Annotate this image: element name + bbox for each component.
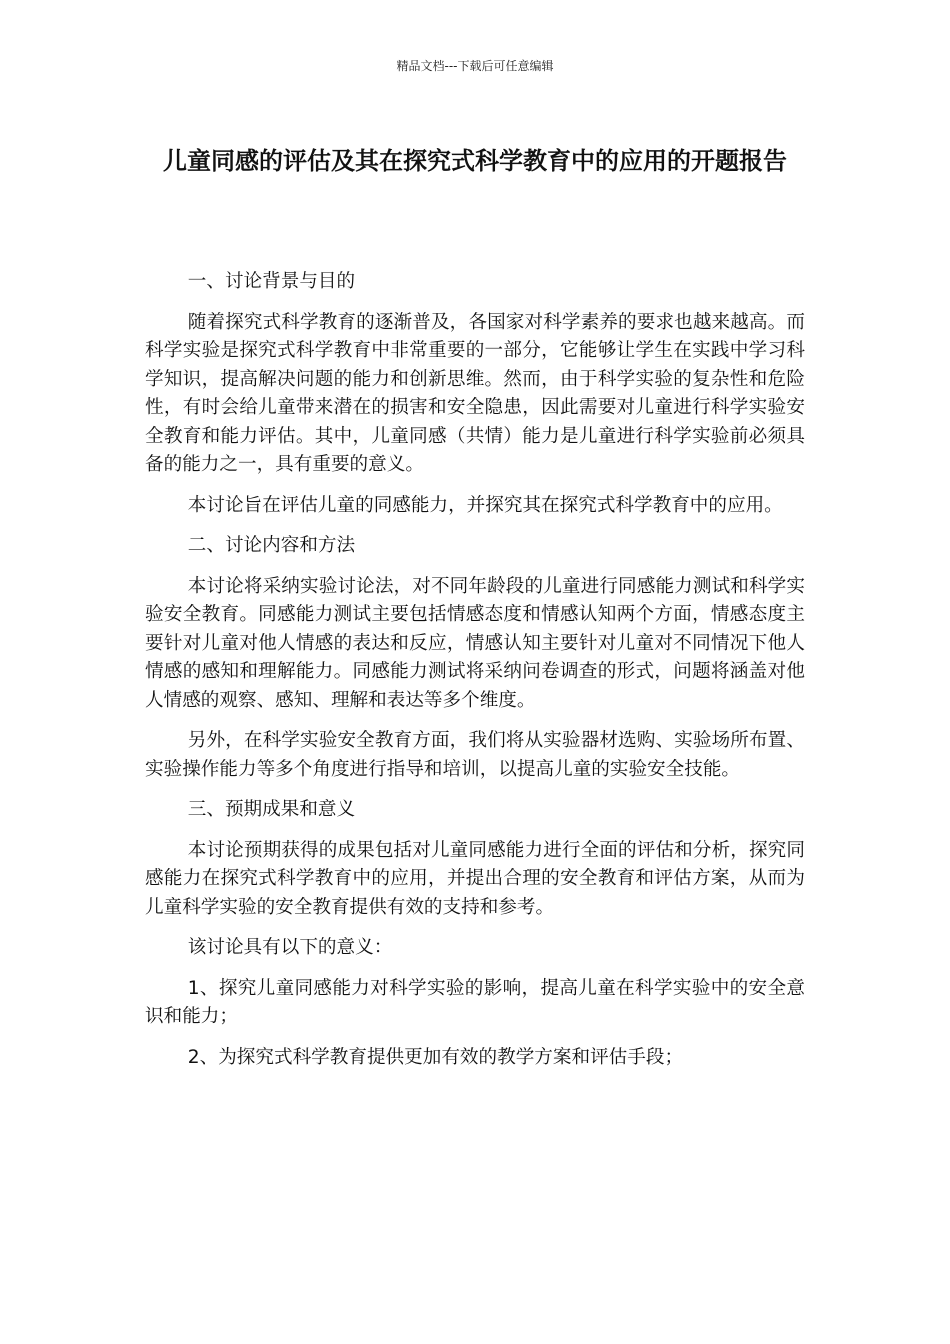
page-header: 精品文档---下载后可任意编辑 <box>396 59 554 73</box>
list-item-significance-2: 2、为探究式科学教育提供更加有效的教学方案和评估手段； <box>187 1046 684 1068</box>
paragraph-outcomes: 本讨论预期获得的成果包括对儿童同感能力进行全面的评估和分析，探究同感能力在探究式科学教育中的应用，并提出合理的安全教育和评估方案，从而为儿童科学实验的安全教育提供有效的支持和参考。 <box>145 839 805 918</box>
section-heading-background: 一、讨论背景与目的 <box>187 271 356 292</box>
paragraph-purpose: 本讨论旨在评估儿童的同感能力，并探究其在探究式科学教育中的应用。 <box>187 494 783 516</box>
section-heading-outcomes: 三、预期成果和意义 <box>187 799 356 820</box>
section-heading-methods: 二、讨论内容和方法 <box>187 535 356 556</box>
paragraph-methods: 本讨论将采纳实验讨论法，对不同年龄段的儿童进行同感能力测试和科学实验安全教育。同感能力测试主要包括情感态度和情感认知两个方面，情感态度主要针对儿童对他人情感的表达和反应，情感认知主要针对儿童对不同情况下他人情感的感知和理解能力。同感能力测试将采纳问卷调查的形式，问题将涵盖对他人情感的观察、感知、理解和表达等多个维度。 <box>145 575 805 711</box>
paragraph-safety-education: 另外，在科学实验安全教育方面，我们将从实验器材选购、实验场所布置、实验操作能力等多个角度进行指导和培训，以提高儿童的实验安全技能。 <box>145 730 805 780</box>
document-body <box>145 268 805 1084</box>
list-item-significance-1: 1、探究儿童同感能力对科学实验的影响，提高儿童在科学实验中的安全意识和能力； <box>145 977 805 1027</box>
paragraph-significance-intro: 该讨论具有以下的意义： <box>187 937 393 958</box>
paragraph-background: 随着探究式科学教育的逐渐普及，各国家对科学素养的要求也越来越高。而科学实验是探究式科学教育中非常重要的一部分，它能够让学生在实践中学习科学知识，提高解决问题的能力和创新思维。然而，由于科学实验的复杂性和危险性，有时会给儿童带来潜在的损害和安全隐患，因此需要对儿童进行科学实验安全教育和能力评估。其中，儿童同感（共情）能力是儿童进行科学实验前必须具备的能力之一，具有重要的意义。 <box>145 311 805 475</box>
document-title: 儿童同感的评估及其在探究式科学教育中的应用的开题报告 <box>163 147 787 175</box>
